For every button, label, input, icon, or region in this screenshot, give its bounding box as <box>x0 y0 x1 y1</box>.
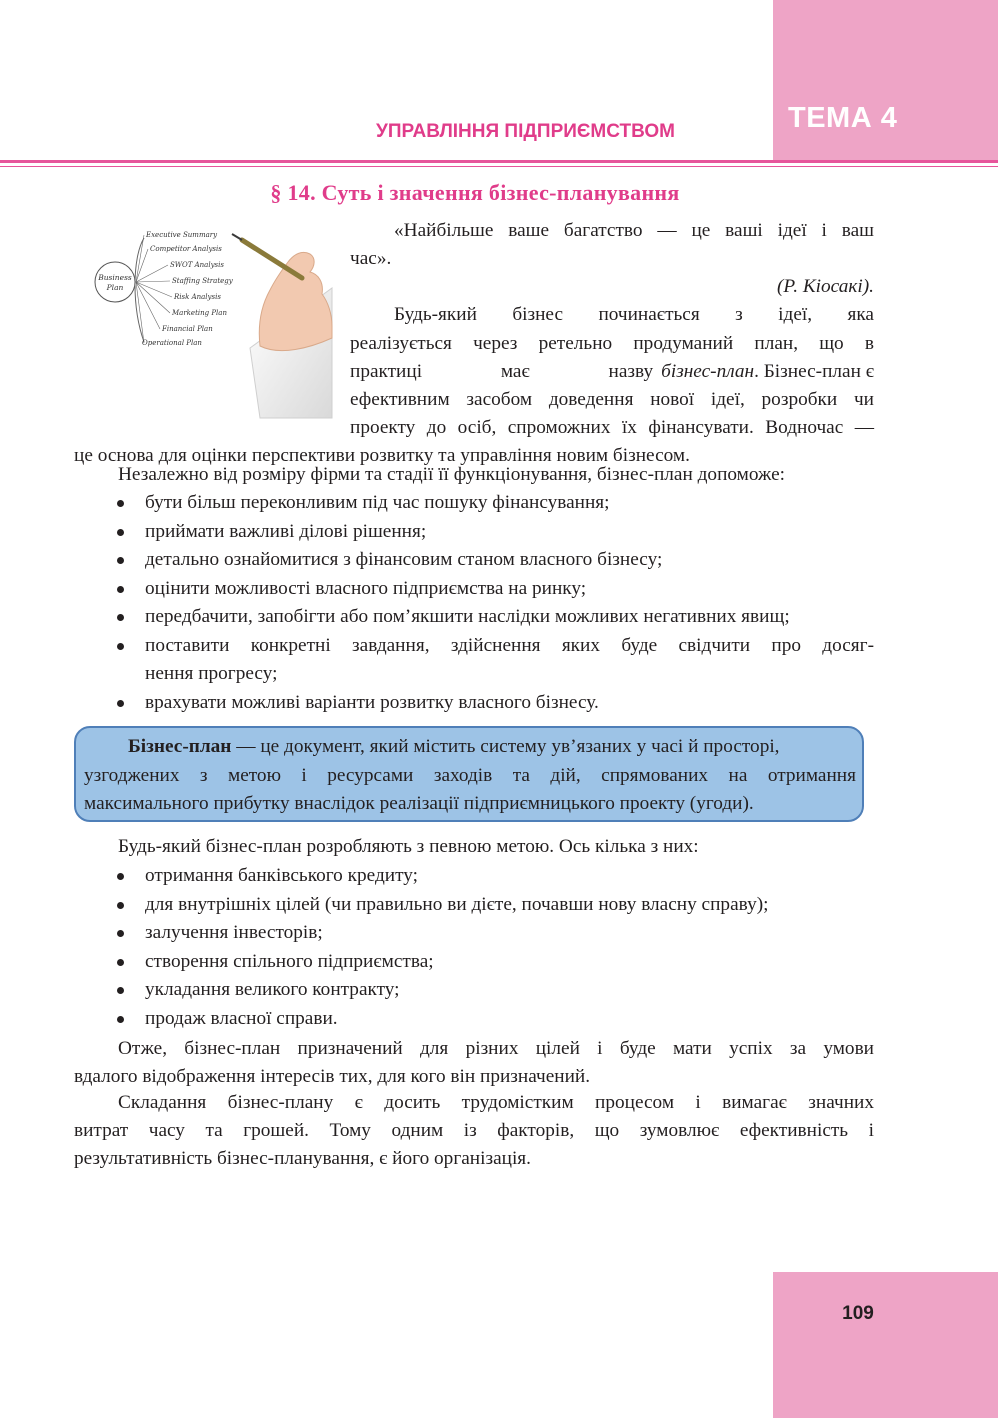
definition-line-1: — це документ, який містить систему ув’язаних у часі й просторі, <box>231 736 780 757</box>
illus-item: Executive Summary <box>146 231 218 239</box>
bullet-icon <box>117 529 124 536</box>
page-number-tab <box>773 1272 998 1418</box>
list-item: укладання великого контракту; <box>74 976 874 1005</box>
help-list <box>74 489 874 717</box>
purpose-intro: Будь-який бізнес-план розробляють з певною метою. Ось кілька з них: <box>118 836 699 857</box>
para1-line-1: Отже, бізнес-план призначений для різних цілей і буде мати успіх за умови <box>118 1038 874 1059</box>
list-item: бути більш переконливим під час пошуку фінансування; <box>74 489 874 518</box>
para2-line-1: Складання бізнес-плану є досить трудомістким процесом і вимагає значних <box>118 1092 874 1113</box>
intro-line-3-term <box>661 358 874 387</box>
list-item: отримання банківського кредиту; <box>74 862 874 891</box>
bullet-icon <box>117 873 124 880</box>
list-item: створення спільного підприємства; <box>74 948 874 977</box>
illus-item: Competitor Analysis <box>150 245 222 253</box>
list-item: поставити конкретні завдання, здійснення яких буде свідчити про досяг- нення прогресу; <box>74 632 874 689</box>
para2-line-2: витрат часу та грошей. Тому одним із факторів, що зумовлює ефективність і <box>74 1120 874 1141</box>
page-number: 109 <box>842 1303 874 1324</box>
definition-line-2: узгоджених з метою і ресурсами заходів та дій, спрямованих на отримання <box>84 764 856 786</box>
quote-author: (Р. Кіосакі). <box>776 276 874 297</box>
para1-line-2: вдалого відображення інтересів тих, для кого він призначений. <box>74 1066 591 1087</box>
bullet-icon <box>117 902 124 909</box>
intro-line-1: Будь-який бізнес починається з ідеї, яка <box>394 304 874 325</box>
bullet-icon <box>117 930 124 937</box>
bullet-icon <box>117 987 124 994</box>
intro-line-3-a: практиці має назву <box>350 361 654 382</box>
intro-line-3-c: . Бізнес-план є <box>754 361 874 382</box>
list-item: залучення інвесторів; <box>74 919 874 948</box>
list-item: детально ознайомитися з фінансовим станом власного бізнесу; <box>74 546 874 575</box>
illus-item: Financial Plan <box>162 325 213 333</box>
header-rule-thin <box>0 166 998 167</box>
intro-line-2: реалізується через ретельно продуманий план, що в <box>350 333 874 354</box>
bullet-icon <box>117 614 124 621</box>
list-item: оцінити можливості власного підприємства на ринку; <box>74 575 874 604</box>
definition-line-3: максимального прибутку внаслідок реалізації підприємницького проекту (угоди). <box>84 793 754 814</box>
list-item: передбачити, запобігти або пом’якшити наслідки можливих негативних явищ; <box>74 603 874 632</box>
bullet-icon <box>117 643 124 650</box>
quote-line-2: час». <box>350 248 392 269</box>
business-plan-illustration <box>98 218 332 418</box>
illus-item: Operational Plan <box>142 339 202 347</box>
definition-text <box>84 733 856 819</box>
intro-line-4: ефективним засобом доведення нової ідеї, розробки чи <box>350 389 874 410</box>
theme-tab-label: ТЕМА 4 <box>788 102 898 134</box>
para2-line-3: результативність бізнес-планування, є його організація. <box>74 1148 531 1169</box>
bullet-icon <box>117 586 124 593</box>
quote-line-1: «Найбільше ваше багатство — це ваші ідеї і ваш <box>394 220 874 241</box>
list-item: приймати важливі ділові рішення; <box>74 518 874 547</box>
illus-item: Marketing Plan <box>172 309 227 317</box>
business-plan-term: бізнес-план <box>661 361 755 382</box>
bullet-icon <box>117 959 124 966</box>
illus-item: Staffing Strategy <box>172 277 233 285</box>
header-rule <box>0 160 998 163</box>
definition-term: Бізнес-план <box>128 736 232 757</box>
illus-item: SWOT Analysis <box>170 261 224 269</box>
intro-line-5: проекту до осіб, спроможних їх фінансувати. Водночас — <box>350 417 874 438</box>
purpose-list <box>74 862 874 1033</box>
bullet-icon <box>117 557 124 564</box>
bullet-icon <box>117 1016 124 1023</box>
theme-tab <box>773 0 998 160</box>
bullet-icon <box>117 700 124 707</box>
running-head: УПРАВЛІННЯ ПІДПРИЄМСТВОМ <box>376 121 675 142</box>
intro-line-6: це основа для оцінки перспективи розвитку та управління новим бізнесом. <box>74 445 690 466</box>
illus-center-label-1: Business <box>98 273 132 282</box>
help-intro: Незалежно від розміру фірми та стадії її функціонування, бізнес-план допоможе: <box>118 464 786 485</box>
list-item: врахувати можливі варіанти розвитку власного бізнесу. <box>74 689 874 718</box>
illus-item: Risk Analysis <box>174 293 221 301</box>
bullet-icon <box>117 500 124 507</box>
list-item: продаж власної справи. <box>74 1005 874 1034</box>
section-title: § 14. Суть і значення бізнес-планування <box>270 180 680 205</box>
list-item: для внутрішніх цілей (чи правильно ви дієте, почавши нову власну справу); <box>74 891 874 920</box>
illus-center-label-2: Plan <box>106 283 124 292</box>
intro-line-3 <box>350 358 874 387</box>
